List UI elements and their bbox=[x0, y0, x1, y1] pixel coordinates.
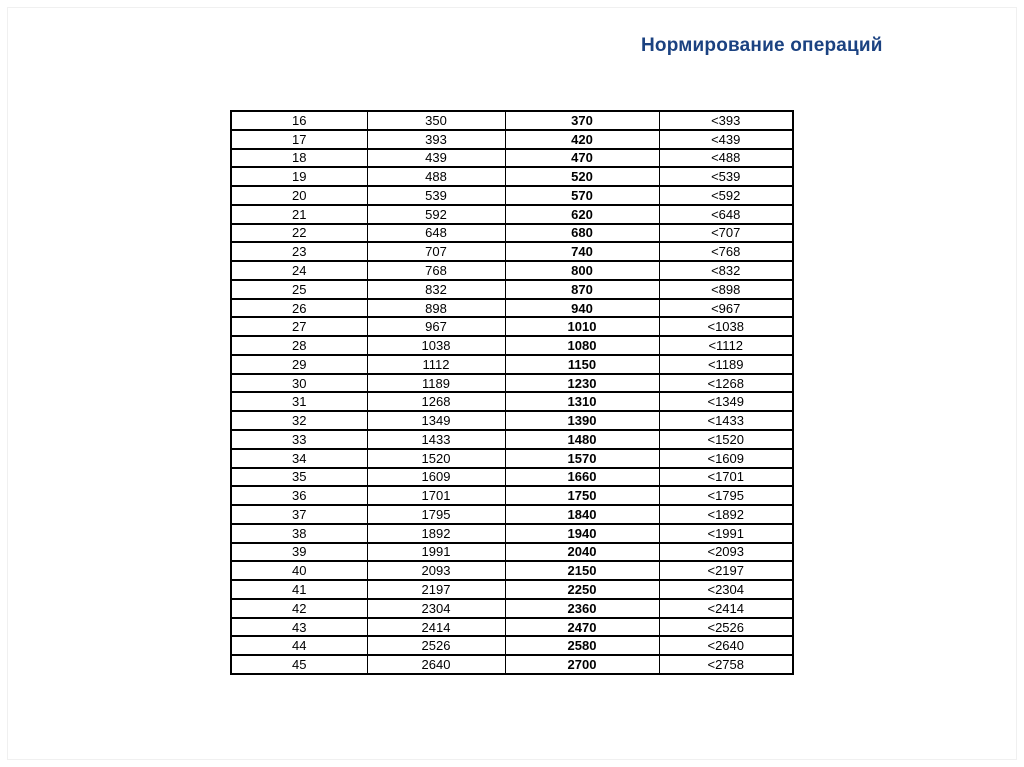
table-cell: 768 bbox=[367, 261, 505, 280]
table-cell: 707 bbox=[367, 242, 505, 261]
table-cell: 870 bbox=[505, 280, 659, 299]
table-cell: 26 bbox=[231, 299, 367, 318]
table-cell: <2526 bbox=[659, 618, 793, 637]
table-row bbox=[231, 561, 793, 580]
table-row bbox=[231, 317, 793, 336]
table-cell: 1570 bbox=[505, 449, 659, 468]
table-cell: 648 bbox=[367, 224, 505, 243]
table-cell: <1795 bbox=[659, 486, 793, 505]
table-cell: 35 bbox=[231, 468, 367, 487]
table-cell: 40 bbox=[231, 561, 367, 580]
table-cell: 28 bbox=[231, 336, 367, 355]
table-cell: 41 bbox=[231, 580, 367, 599]
table-row bbox=[231, 149, 793, 168]
table-row bbox=[231, 205, 793, 224]
table-row bbox=[231, 374, 793, 393]
table-cell: <1433 bbox=[659, 411, 793, 430]
table-cell: 520 bbox=[505, 167, 659, 186]
table-cell: 21 bbox=[231, 205, 367, 224]
table-cell: 1660 bbox=[505, 468, 659, 487]
table-cell: <2758 bbox=[659, 655, 793, 674]
table-cell: 2470 bbox=[505, 618, 659, 637]
table-cell: <898 bbox=[659, 280, 793, 299]
table-row bbox=[231, 580, 793, 599]
table-cell: 1349 bbox=[367, 411, 505, 430]
table-cell: 620 bbox=[505, 205, 659, 224]
table-cell: 39 bbox=[231, 543, 367, 562]
table-cell: 1480 bbox=[505, 430, 659, 449]
table-row bbox=[231, 299, 793, 318]
table-cell: 439 bbox=[367, 149, 505, 168]
table-cell: 940 bbox=[505, 299, 659, 318]
table-cell: <1701 bbox=[659, 468, 793, 487]
table-cell: 420 bbox=[505, 130, 659, 149]
table-cell: <2640 bbox=[659, 636, 793, 655]
table-cell: 898 bbox=[367, 299, 505, 318]
table-cell: 2093 bbox=[367, 561, 505, 580]
table-row bbox=[231, 543, 793, 562]
table-row bbox=[231, 411, 793, 430]
table-row bbox=[231, 505, 793, 524]
table-cell: <1609 bbox=[659, 449, 793, 468]
table-cell: 2304 bbox=[367, 599, 505, 618]
table-row bbox=[231, 655, 793, 674]
table-row bbox=[231, 242, 793, 261]
table-cell: 34 bbox=[231, 449, 367, 468]
table-cell: 393 bbox=[367, 130, 505, 149]
table-row bbox=[231, 599, 793, 618]
table-cell: 22 bbox=[231, 224, 367, 243]
table-cell: 1268 bbox=[367, 392, 505, 411]
table-cell: 24 bbox=[231, 261, 367, 280]
table-cell: 18 bbox=[231, 149, 367, 168]
table-cell: <768 bbox=[659, 242, 793, 261]
table-row bbox=[231, 636, 793, 655]
table-cell: <1520 bbox=[659, 430, 793, 449]
table-row bbox=[231, 449, 793, 468]
normalization-table-body bbox=[231, 111, 793, 674]
table-cell: 2414 bbox=[367, 618, 505, 637]
table-cell: 488 bbox=[367, 167, 505, 186]
table-cell: 1940 bbox=[505, 524, 659, 543]
table-cell: 2640 bbox=[367, 655, 505, 674]
table-cell: 570 bbox=[505, 186, 659, 205]
table-row bbox=[231, 486, 793, 505]
normalization-table bbox=[230, 110, 794, 675]
table-cell: 740 bbox=[505, 242, 659, 261]
table-row bbox=[231, 167, 793, 186]
table-cell: 38 bbox=[231, 524, 367, 543]
table-cell: 43 bbox=[231, 618, 367, 637]
table-cell: 1892 bbox=[367, 524, 505, 543]
table-cell: 2360 bbox=[505, 599, 659, 618]
table-cell: 1991 bbox=[367, 543, 505, 562]
table-cell: 2040 bbox=[505, 543, 659, 562]
table-cell: <1112 bbox=[659, 336, 793, 355]
table-cell: 1520 bbox=[367, 449, 505, 468]
table-cell: 2250 bbox=[505, 580, 659, 599]
table-cell: 2526 bbox=[367, 636, 505, 655]
table-row bbox=[231, 261, 793, 280]
table-cell: 16 bbox=[231, 111, 367, 130]
table-cell: <2414 bbox=[659, 599, 793, 618]
table-cell: <1038 bbox=[659, 317, 793, 336]
table-cell: <1349 bbox=[659, 392, 793, 411]
table-cell: 1010 bbox=[505, 317, 659, 336]
table-row bbox=[231, 392, 793, 411]
table-cell: 1795 bbox=[367, 505, 505, 524]
table-cell: 33 bbox=[231, 430, 367, 449]
table-cell: <439 bbox=[659, 130, 793, 149]
table-cell: 23 bbox=[231, 242, 367, 261]
table-cell: 2700 bbox=[505, 655, 659, 674]
table-cell: 45 bbox=[231, 655, 367, 674]
table-cell: <2304 bbox=[659, 580, 793, 599]
table-cell: 30 bbox=[231, 374, 367, 393]
table-row bbox=[231, 280, 793, 299]
table-cell: 1390 bbox=[505, 411, 659, 430]
table-cell: 2197 bbox=[367, 580, 505, 599]
table-cell: <393 bbox=[659, 111, 793, 130]
table-row bbox=[231, 468, 793, 487]
table-cell: 539 bbox=[367, 186, 505, 205]
table-cell: <707 bbox=[659, 224, 793, 243]
table-cell: <488 bbox=[659, 149, 793, 168]
table-row bbox=[231, 186, 793, 205]
table-row bbox=[231, 130, 793, 149]
table-cell: 370 bbox=[505, 111, 659, 130]
table-cell: 31 bbox=[231, 392, 367, 411]
table-row bbox=[231, 524, 793, 543]
table-cell: 32 bbox=[231, 411, 367, 430]
table-cell: <648 bbox=[659, 205, 793, 224]
table-cell: <967 bbox=[659, 299, 793, 318]
table-row bbox=[231, 355, 793, 374]
table-row bbox=[231, 430, 793, 449]
table-cell: 44 bbox=[231, 636, 367, 655]
table-cell: 1433 bbox=[367, 430, 505, 449]
table-cell: 680 bbox=[505, 224, 659, 243]
table-cell: 1750 bbox=[505, 486, 659, 505]
table-cell: 17 bbox=[231, 130, 367, 149]
table-cell: 1230 bbox=[505, 374, 659, 393]
table-cell: 1840 bbox=[505, 505, 659, 524]
slide-title: Нормирование операций bbox=[641, 35, 883, 56]
table-cell: 800 bbox=[505, 261, 659, 280]
table-cell: 29 bbox=[231, 355, 367, 374]
table-cell: 20 bbox=[231, 186, 367, 205]
table-cell: 967 bbox=[367, 317, 505, 336]
table-cell: <2197 bbox=[659, 561, 793, 580]
table-cell: 832 bbox=[367, 280, 505, 299]
table-cell: 592 bbox=[367, 205, 505, 224]
table-cell: 1701 bbox=[367, 486, 505, 505]
table-cell: <2093 bbox=[659, 543, 793, 562]
table-row bbox=[231, 111, 793, 130]
table-cell: 350 bbox=[367, 111, 505, 130]
table-cell: 1038 bbox=[367, 336, 505, 355]
table-cell: 37 bbox=[231, 505, 367, 524]
table-row bbox=[231, 336, 793, 355]
table-cell: 470 bbox=[505, 149, 659, 168]
table-cell: 42 bbox=[231, 599, 367, 618]
table-cell: <1892 bbox=[659, 505, 793, 524]
table-cell: 36 bbox=[231, 486, 367, 505]
table-cell: 1112 bbox=[367, 355, 505, 374]
table-cell: <539 bbox=[659, 167, 793, 186]
table-row bbox=[231, 618, 793, 637]
table-cell: 19 bbox=[231, 167, 367, 186]
table-cell: <832 bbox=[659, 261, 793, 280]
table-cell: <1991 bbox=[659, 524, 793, 543]
table-cell: 2150 bbox=[505, 561, 659, 580]
table-cell: 2580 bbox=[505, 636, 659, 655]
table-cell: 1609 bbox=[367, 468, 505, 487]
table-cell: <592 bbox=[659, 186, 793, 205]
table-cell: 1189 bbox=[367, 374, 505, 393]
table-cell: <1268 bbox=[659, 374, 793, 393]
table-cell: 1080 bbox=[505, 336, 659, 355]
table-cell: 27 bbox=[231, 317, 367, 336]
table-cell: 1310 bbox=[505, 392, 659, 411]
table-cell: 1150 bbox=[505, 355, 659, 374]
table-row bbox=[231, 224, 793, 243]
table-cell: 25 bbox=[231, 280, 367, 299]
table-cell: <1189 bbox=[659, 355, 793, 374]
